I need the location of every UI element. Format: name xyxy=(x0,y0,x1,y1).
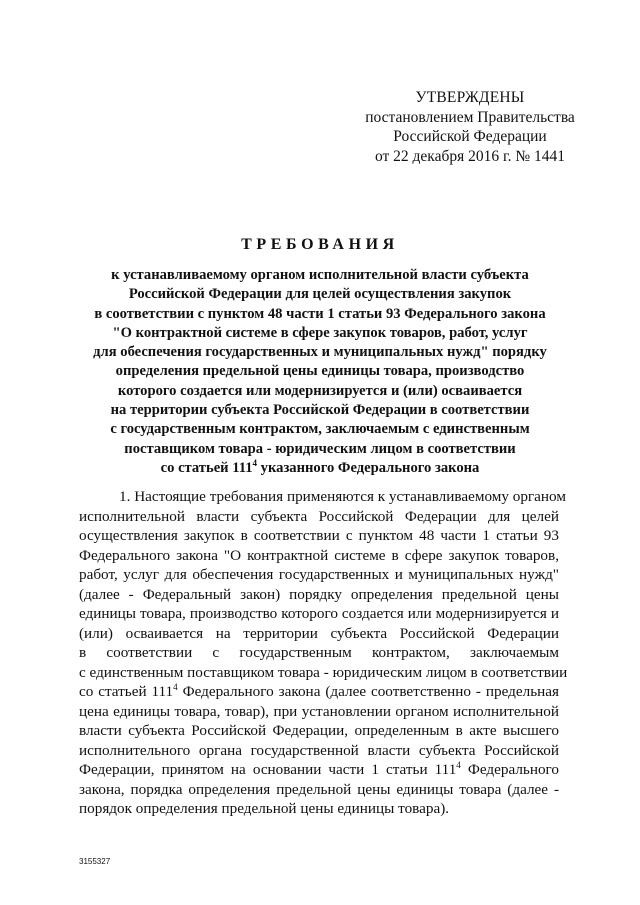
document-subtitle xyxy=(60,266,580,478)
paragraph-line: цена единицы товара, товар), при установлении органом исполнительной xyxy=(79,702,559,720)
approval-line: постановлением Правительства xyxy=(365,108,575,126)
subtitle-line: "О контрактной системе в сфере закупок товаров, работ, услуг xyxy=(112,324,528,341)
document-number: 3155327 xyxy=(79,857,111,866)
document-title: ТРЕБОВАНИЯ xyxy=(241,236,399,253)
paragraph-text: Федерального xyxy=(460,761,559,778)
superscript: 4 xyxy=(456,760,461,770)
subtitle-line: которого создается или модернизируется и (или) осваивается xyxy=(117,382,523,399)
paragraph-text: Федерального закона (далее соответственно - предельная xyxy=(177,683,559,700)
approval-date-number: от 22 декабря 2016 г. № 1441 xyxy=(374,147,566,165)
subtitle-line xyxy=(60,459,580,478)
paragraph-line: осуществления закупок в соответствии с пунктом 48 части 1 статьи 93 xyxy=(79,527,559,544)
subtitle-text: со статьей 111 xyxy=(160,459,253,476)
subtitle-line: для обеспечения государственных и муниципальных нужд" порядку xyxy=(93,344,547,361)
approval-block xyxy=(340,88,600,166)
subtitle-line: с государственным контрактом, заключаемым с единственным xyxy=(110,421,530,438)
paragraph-line: исполнительного органа государственной власти субъекта Российской xyxy=(79,741,559,759)
subtitle-text: указанного Федерального закона xyxy=(257,459,480,476)
paragraph-line: Федерального закона "О контрактной системе в сфере закупок товаров, xyxy=(79,546,559,564)
paragraph-line: (или) осваивается на территории субъекта Российской Федерации xyxy=(79,624,559,642)
subtitle-line: в соответствии с пунктом 48 части 1 статьи 93 Федерального закона xyxy=(94,305,546,322)
paragraph-line: (далее - Федеральный закон) порядку определения предельной цены xyxy=(79,585,559,603)
paragraph-line: с единственным поставщиком товара - юридическим лицом в соответствии xyxy=(79,663,568,681)
paragraph-line: власти субъекта Российской Федерации, определенным в акте высшего xyxy=(79,722,559,739)
subtitle-line: к устанавливаемому органом исполнительной власти субъекта xyxy=(111,267,529,283)
paragraph-line: 1. Настоящие требования применяются к устанавливаемому органом xyxy=(119,488,566,505)
paragraph-text: со статьей 111 xyxy=(79,683,174,700)
paragraph-text: Федерации, принятом на основании части 1 статьи 111 xyxy=(79,761,457,778)
approval-line: Российской Федерации xyxy=(393,128,547,145)
paragraph-line xyxy=(79,682,559,702)
paragraph-line: исполнительной власти субъекта Российской Федерации для целей xyxy=(79,507,559,525)
paragraph-line: порядок определения предельной цены единицы товара). xyxy=(79,800,450,817)
superscript: 4 xyxy=(173,682,178,692)
paragraph-line xyxy=(79,760,559,780)
paragraph-line: закона, порядка определения предельной цены единицы товара (далее - xyxy=(79,780,559,798)
approval-title: УТВЕРЖДЕНЫ xyxy=(415,89,525,106)
paragraph-1 xyxy=(79,487,568,819)
paragraph-line: единицы товара, производство которого создается или модернизируется и xyxy=(79,605,559,622)
subtitle-line: определения предельной цены единицы товара, производство xyxy=(115,363,525,380)
paragraph-line: в соответствии с государственным контрактом, заключаемым xyxy=(79,644,559,661)
subtitle-line: на территории субъекта Российской Федерации в соответствии xyxy=(110,402,530,419)
subtitle-line: Российской Федерации для целей осуществления закупок xyxy=(128,286,512,303)
subtitle-line: поставщиком товара - юридическим лицом в соответствии xyxy=(124,440,516,457)
superscript: 4 xyxy=(252,457,258,468)
paragraph-line: работ, услуг для обеспечения государственных и муниципальных нужд" xyxy=(79,566,559,583)
